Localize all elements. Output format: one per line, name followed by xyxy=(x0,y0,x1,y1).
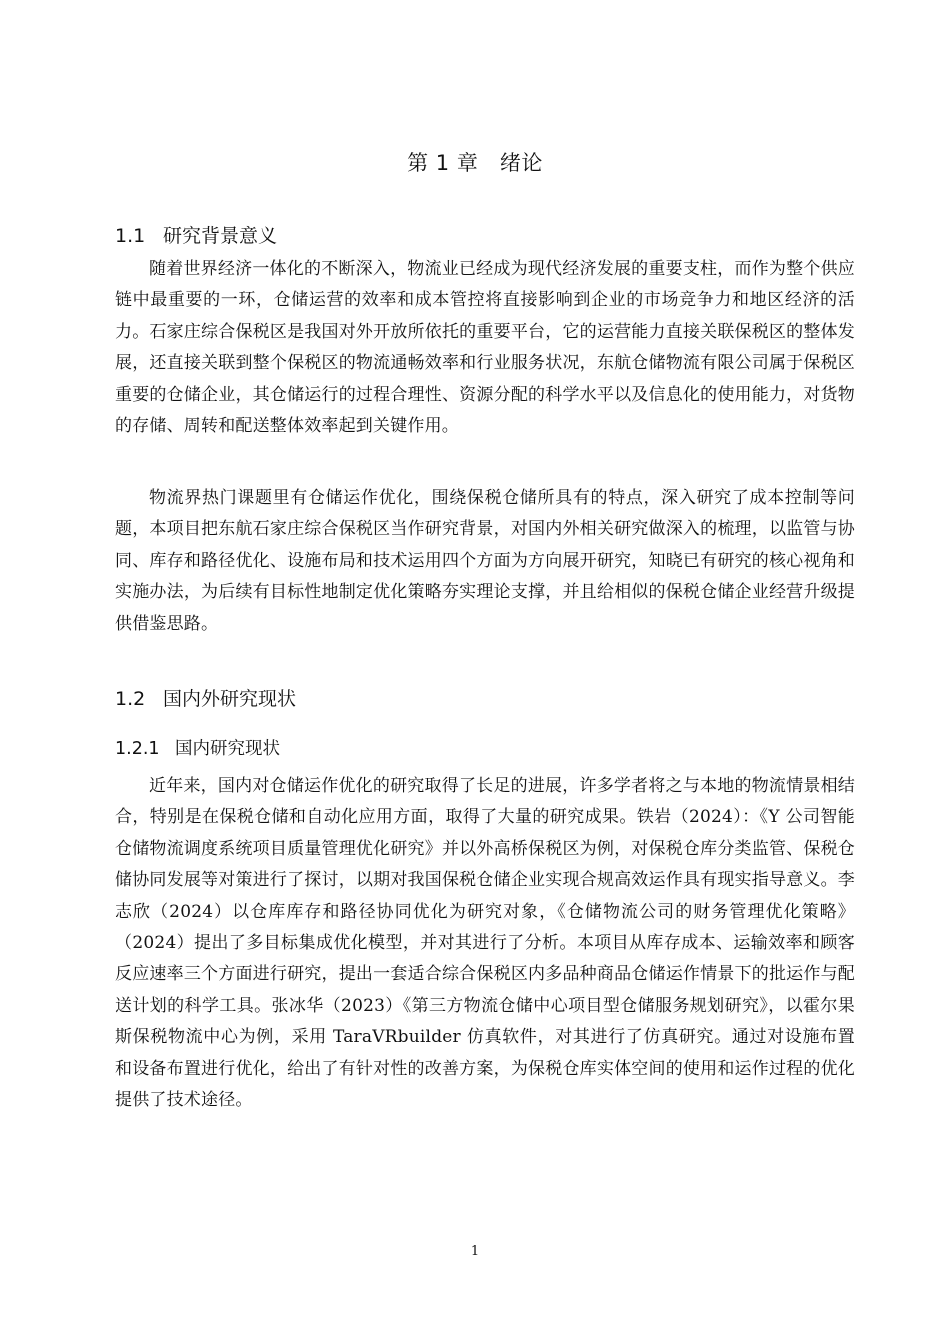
chapter-name: 绪论 xyxy=(499,151,543,175)
chapter-title xyxy=(0,147,950,177)
section-heading-1-2 xyxy=(115,684,296,711)
section-number: 1.1 xyxy=(115,225,146,247)
paragraph-motivation: 物流界热门课题里有仓储运作优化，围绕保税仓储所具有的特点，深入研究了成本控制等问题，本项目把东航石家庄综合保税区当作研究背景，对国内外相关研究做深入的梳理，以监管与协同、库存和路径优化、设施布局和技术运用四个方面为方向展开研究，知晓已有研究的核心视角和实施办法，为后续有目标性地制定优化策略夯实理论支撑，并且给相似的保税仓储企业经营升级提供借鉴思路。 xyxy=(115,488,855,634)
section-number: 1.2.1 xyxy=(115,739,160,759)
section-title: 国内外研究现状 xyxy=(163,688,297,710)
paragraph-domestic-research: 近年来，国内对仓储运作优化的研究取得了长足的进展，许多学者将之与本地的物流情景相结合，特别是在保税仓储和自动化应用方面，取得了大量的研究成果。铁岩（2024）：《Y 公司智能仓储物流调度系统项目质量管理优化研究》并以外高桥保税区为例，对保税仓库分类监管、保税仓储协同发展等对策进行了探讨，以期对我国保税仓储企业实现合规高效运作具有现实指导意义。李志欣（2024）以仓库库存和路径协同优化为研究对象，《仓储物流公司的财务管理优化策略》（2024）提出了多目标集成优化模型，并对其进行了分析。本项目从库存成本、运输效率和顾客反应速率三个方面进行研究，提出一套适合综合保税区内多品种商品仓储运作情景下的批运作与配送计划的科学工具。张冰华（2023）《第三方物流仓储中心项目型仓储服务规划研究》，以霍尔果斯保税物流中心为例，采用 TaraVRbuilder 仿真软件，对其进行了仿真研究。通过对设施布置和设备布置进行优化，给出了有针对性的改善方案，为保税仓库实体空间的使用和运作过程的优化提供了技术途径。 xyxy=(115,776,855,1111)
chapter-number: 第 1 章 xyxy=(407,151,479,175)
page-number: 1 xyxy=(470,1244,480,1259)
section-heading-1-2-1 xyxy=(115,735,280,760)
section-number: 1.2 xyxy=(115,688,146,710)
section-title: 研究背景意义 xyxy=(163,225,278,247)
section-title: 国内研究现状 xyxy=(175,739,280,759)
paragraph-background: 随着世界经济一体化的不断深入，物流业已经成为现代经济发展的重要支柱，而作为整个供应链中最重要的一环，仓储运营的效率和成本管控将直接影响到企业的市场竞争力和地区经济的活力。石家庄综合保税区是我国对外开放所依托的重要平台，它的运营能力直接关联保税区的整体发展，还直接关联到整个保税区的物流通畅效率和行业服务状况，东航仓储物流有限公司属于保税区重要的仓储企业，其仓储运行的过程合理性、资源分配的科学水平以及信息化的使用能力，对货物的存储、周转和配送整体效率起到关键作用。 xyxy=(115,259,855,437)
section-heading-1-1 xyxy=(115,221,277,248)
